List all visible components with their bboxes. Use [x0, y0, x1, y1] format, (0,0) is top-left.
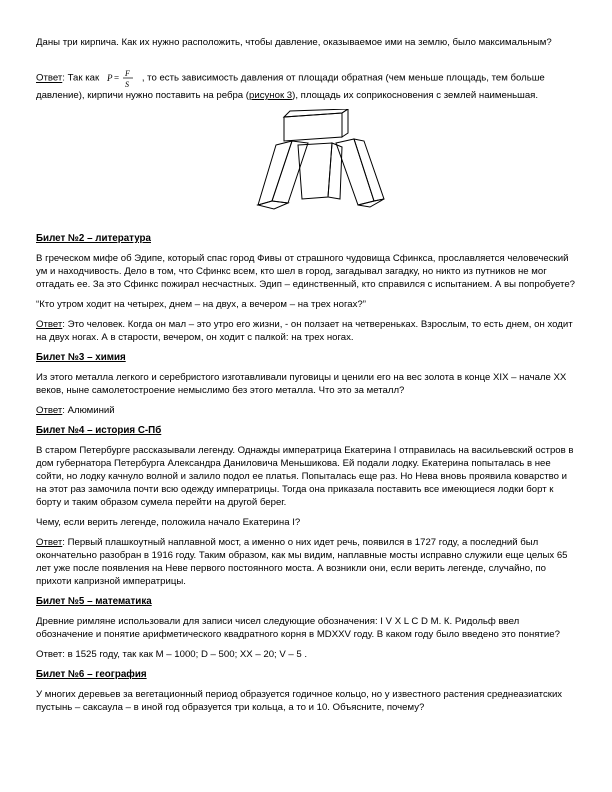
- ticket-text: У многих деревьев за вегетационный период образуется годичное кольцо, но у известного растения среднеазиатских пустынь – саксаула – в иной год образуется три кольца, а то и 10. Объясните, почему?: [36, 689, 563, 713]
- ticket-text: Древние римляне использовали для записи чисел следующие обозначения: I V X L C D M. К. Ридольф ввел обозначение и понятие арифметического квадратного корня в MDXXV году. В каком году было введено это понятие?: [36, 616, 560, 640]
- ticket-text: В греческом мифе об Эдипе, который спас город Фивы от страшного чудовища Сфинкса, прославляется человеческий ум и находчивость. Дело в том, что Сфинкс всем, кто шел в город, загадывал загадку, но никто из путников не мог отгадать ее. За это Сфинкс пожирал несчастных. Эдип – единственный, кто справился с испытанием. А вы попробуете?: [36, 253, 575, 290]
- figure-link[interactable]: рисунок 3: [249, 90, 293, 101]
- ticket-answer: Ответ: Алюминий: [36, 405, 115, 416]
- bricks-figure: [36, 109, 576, 225]
- ticket-title: Билет №2 – литература: [36, 233, 151, 244]
- ticket-title: Билет №4 – история С-Пб: [36, 425, 162, 436]
- bricks-on-edges-icon: [36, 109, 576, 221]
- intro-question: Даны три кирпича. Как их нужно расположить, чтобы давление, оказываемое ими на землю, было максимальным?: [36, 37, 552, 48]
- intro-answer: Ответ: Так как P = F S , то есть зависимость давления от площади обратная (чем меньше площадь, тем больше давление), кирпичи нужно поставить на ребра (рисунок 3), площадь их соприкосновения с землей наименьшая.: [36, 69, 545, 101]
- ticket-title: Билет №6 – география: [36, 669, 147, 680]
- ticket-text: Из этого металла легкого и серебристого изготавливали пуговицы и ценили его на вес золота в конце XIX – начале XX веков, ныне самолетостроение немыслимо без этого металла. Что это за металл?: [36, 372, 567, 396]
- answer-label: Ответ: [36, 405, 63, 416]
- svg-text:=: =: [113, 73, 119, 83]
- ticket-text: “Кто утром ходит на четырех, днем – на двух, а вечером – на трех ногах?”: [36, 299, 366, 310]
- answer-label: Ответ: [36, 537, 63, 548]
- ticket-text: Чему, если верить легенде, положила начало Екатерина I?: [36, 517, 301, 528]
- svg-text:F: F: [124, 69, 130, 78]
- ticket-title: Билет №5 – математика: [36, 596, 152, 607]
- ticket-answer: Ответ: Первый плашкоутный наплавной мост, а именно о них идет речь, появился в 1727 году, а последний был окончательно разобран в 1916 году. Таким образом, как мы видим, наплавные мосты исправно служили еще целых 65 лет уже после появления на Неве первого постоянного моста. А возникли они, если верить легенде, случайно, по прихоти капризной императрицы.: [36, 537, 568, 587]
- answer-label: Ответ: [36, 319, 63, 330]
- ticket-title: Билет №3 – химия: [36, 352, 126, 363]
- answer-label: Ответ: [36, 72, 63, 84]
- ticket-answer: Ответ: в 1525 году, так как M – 1000; D – 500; XX – 20; V – 5 .: [36, 649, 308, 660]
- pressure-formula-icon: [104, 67, 140, 89]
- document-page: [36, 36, 576, 721]
- ticket-text: В старом Петербурге рассказывали легенду. Однажды императрица Екатерина I отправилась на васильевский остров в дом губернатора Петербурга Александра Даниловича Меньшикова. Ей подали лодку. Екатерина попыталась в нее сойти, но лодку качнуло волной и залило подол ее платья. Попыталась еще раз. Но Нева вновь проявила коварство и на этот раз замочила почти всю одежду императрицы. Тогда она приказала поставить все имеющиеся лодки борт к борту и таким образом сумела перейти на другой берег.: [36, 445, 574, 508]
- svg-text:S: S: [124, 80, 129, 89]
- answer-label: Ответ: [36, 649, 63, 660]
- ticket-answer: Ответ: Это человек. Когда он мал – это утро его жизни, - он ползает на четвереньках. Взрослым, то есть днем, он ходит на двух ногах. А в старости, вечером, он ходит с палкой: на трех ногах.: [36, 319, 573, 343]
- svg-text:P: P: [106, 73, 113, 83]
